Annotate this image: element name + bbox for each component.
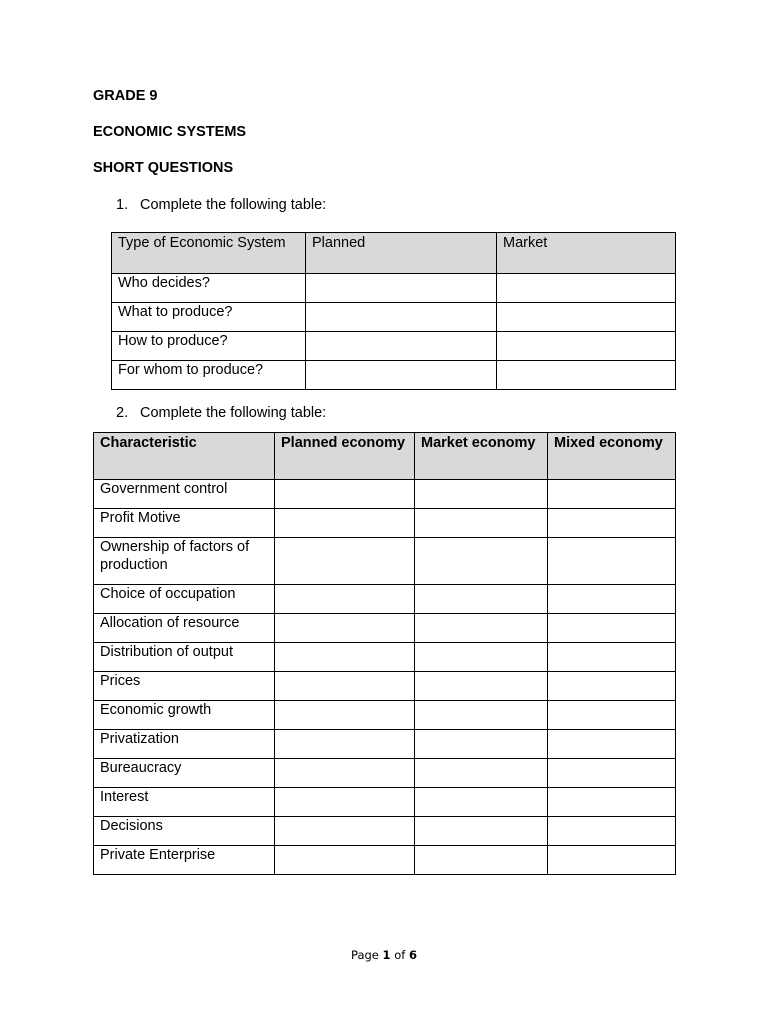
total-pages-number: 6	[408, 948, 417, 962]
table-row	[94, 643, 676, 672]
answer-cell[interactable]	[275, 614, 415, 643]
answer-cell[interactable]	[548, 509, 676, 538]
answer-cell[interactable]	[275, 846, 415, 875]
answer-cell[interactable]	[306, 274, 497, 303]
answer-cell[interactable]	[548, 846, 676, 875]
answer-cell[interactable]	[415, 614, 548, 643]
answer-cell[interactable]	[548, 614, 676, 643]
answer-cell[interactable]	[548, 538, 676, 585]
table-row	[94, 788, 676, 817]
row-label: Bureaucracy	[94, 759, 275, 788]
row-label: Choice of occupation	[94, 585, 275, 614]
of-word: of	[394, 948, 406, 962]
table-row	[94, 538, 676, 585]
answer-cell[interactable]	[497, 361, 676, 390]
table-row	[94, 759, 676, 788]
answer-cell[interactable]	[415, 538, 548, 585]
question-2-number: 2.	[116, 405, 129, 421]
answer-cell[interactable]	[548, 788, 676, 817]
table-row	[112, 361, 676, 390]
header-cell: Market economy	[415, 433, 548, 480]
answer-cell[interactable]	[548, 701, 676, 730]
answer-cell[interactable]	[548, 643, 676, 672]
row-label: Interest	[94, 788, 275, 817]
answer-cell[interactable]	[548, 585, 676, 614]
answer-cell[interactable]	[415, 730, 548, 759]
answer-cell[interactable]	[415, 480, 548, 509]
answer-cell[interactable]	[275, 509, 415, 538]
grade-heading: GRADE 9	[93, 88, 158, 104]
answer-cell[interactable]	[275, 730, 415, 759]
answer-cell[interactable]	[275, 701, 415, 730]
table-row	[94, 585, 676, 614]
table-row	[94, 846, 676, 875]
answer-cell[interactable]	[497, 332, 676, 361]
row-label: What to produce?	[112, 303, 306, 332]
answer-cell[interactable]	[306, 303, 497, 332]
answer-cell[interactable]	[275, 643, 415, 672]
answer-cell[interactable]	[306, 332, 497, 361]
answer-cell[interactable]	[306, 361, 497, 390]
answer-cell[interactable]	[415, 788, 548, 817]
answer-cell[interactable]	[548, 480, 676, 509]
header-cell: Planned	[306, 233, 497, 274]
row-label: Privatization	[94, 730, 275, 759]
answer-cell[interactable]	[415, 643, 548, 672]
subject-heading: ECONOMIC SYSTEMS	[93, 124, 247, 140]
answer-cell[interactable]	[275, 817, 415, 846]
current-page-number: 1	[382, 948, 391, 962]
question-1-number: 1.	[116, 197, 129, 213]
answer-cell[interactable]	[497, 274, 676, 303]
answer-cell[interactable]	[275, 759, 415, 788]
row-label: Prices	[94, 672, 275, 701]
header-cell: Characteristic	[94, 433, 275, 480]
answer-cell[interactable]	[275, 672, 415, 701]
table-row	[94, 509, 676, 538]
header-cell: Market	[497, 233, 676, 274]
row-label: Profit Motive	[94, 509, 275, 538]
question-1	[116, 196, 326, 214]
answer-cell[interactable]	[548, 759, 676, 788]
row-label: Private Enterprise	[94, 846, 275, 875]
economy-characteristics-table	[93, 432, 676, 875]
row-label: Government control	[94, 480, 275, 509]
answer-cell[interactable]	[415, 846, 548, 875]
question-1-text: Complete the following table:	[140, 197, 327, 213]
table-header-row	[112, 233, 676, 274]
table-row	[94, 730, 676, 759]
answer-cell[interactable]	[548, 817, 676, 846]
header-cell: Type of Economic System	[112, 233, 306, 274]
header-cell: Planned economy	[275, 433, 415, 480]
row-label: Distribution of output	[94, 643, 275, 672]
table-row	[94, 701, 676, 730]
answer-cell[interactable]	[415, 585, 548, 614]
answer-cell[interactable]	[548, 730, 676, 759]
answer-cell[interactable]	[415, 672, 548, 701]
header-cell: Mixed economy	[548, 433, 676, 480]
page-footer	[0, 947, 768, 963]
answer-cell[interactable]	[275, 585, 415, 614]
row-label: Ownership of factors of production	[94, 538, 275, 585]
row-label: For whom to produce?	[112, 361, 306, 390]
row-label: How to produce?	[112, 332, 306, 361]
answer-cell[interactable]	[275, 480, 415, 509]
answer-cell[interactable]	[415, 701, 548, 730]
table-row	[94, 672, 676, 701]
question-2	[116, 404, 326, 422]
table-header-row	[94, 433, 676, 480]
row-label: Who decides?	[112, 274, 306, 303]
table-row	[94, 480, 676, 509]
answer-cell[interactable]	[415, 817, 548, 846]
answer-cell[interactable]	[415, 759, 548, 788]
economic-system-table	[111, 232, 676, 390]
table-row	[112, 332, 676, 361]
row-label: Economic growth	[94, 701, 275, 730]
answer-cell[interactable]	[415, 509, 548, 538]
table-row	[94, 817, 676, 846]
answer-cell[interactable]	[497, 303, 676, 332]
row-label: Allocation of resource	[94, 614, 275, 643]
question-2-text: Complete the following table:	[140, 405, 327, 421]
page-word: Page	[351, 948, 379, 962]
table-row	[112, 274, 676, 303]
answer-cell[interactable]	[548, 672, 676, 701]
row-label: Decisions	[94, 817, 275, 846]
answer-cell[interactable]	[275, 538, 415, 585]
answer-cell[interactable]	[275, 788, 415, 817]
table-row	[112, 303, 676, 332]
section-heading: SHORT QUESTIONS	[93, 160, 234, 176]
table-row	[94, 614, 676, 643]
